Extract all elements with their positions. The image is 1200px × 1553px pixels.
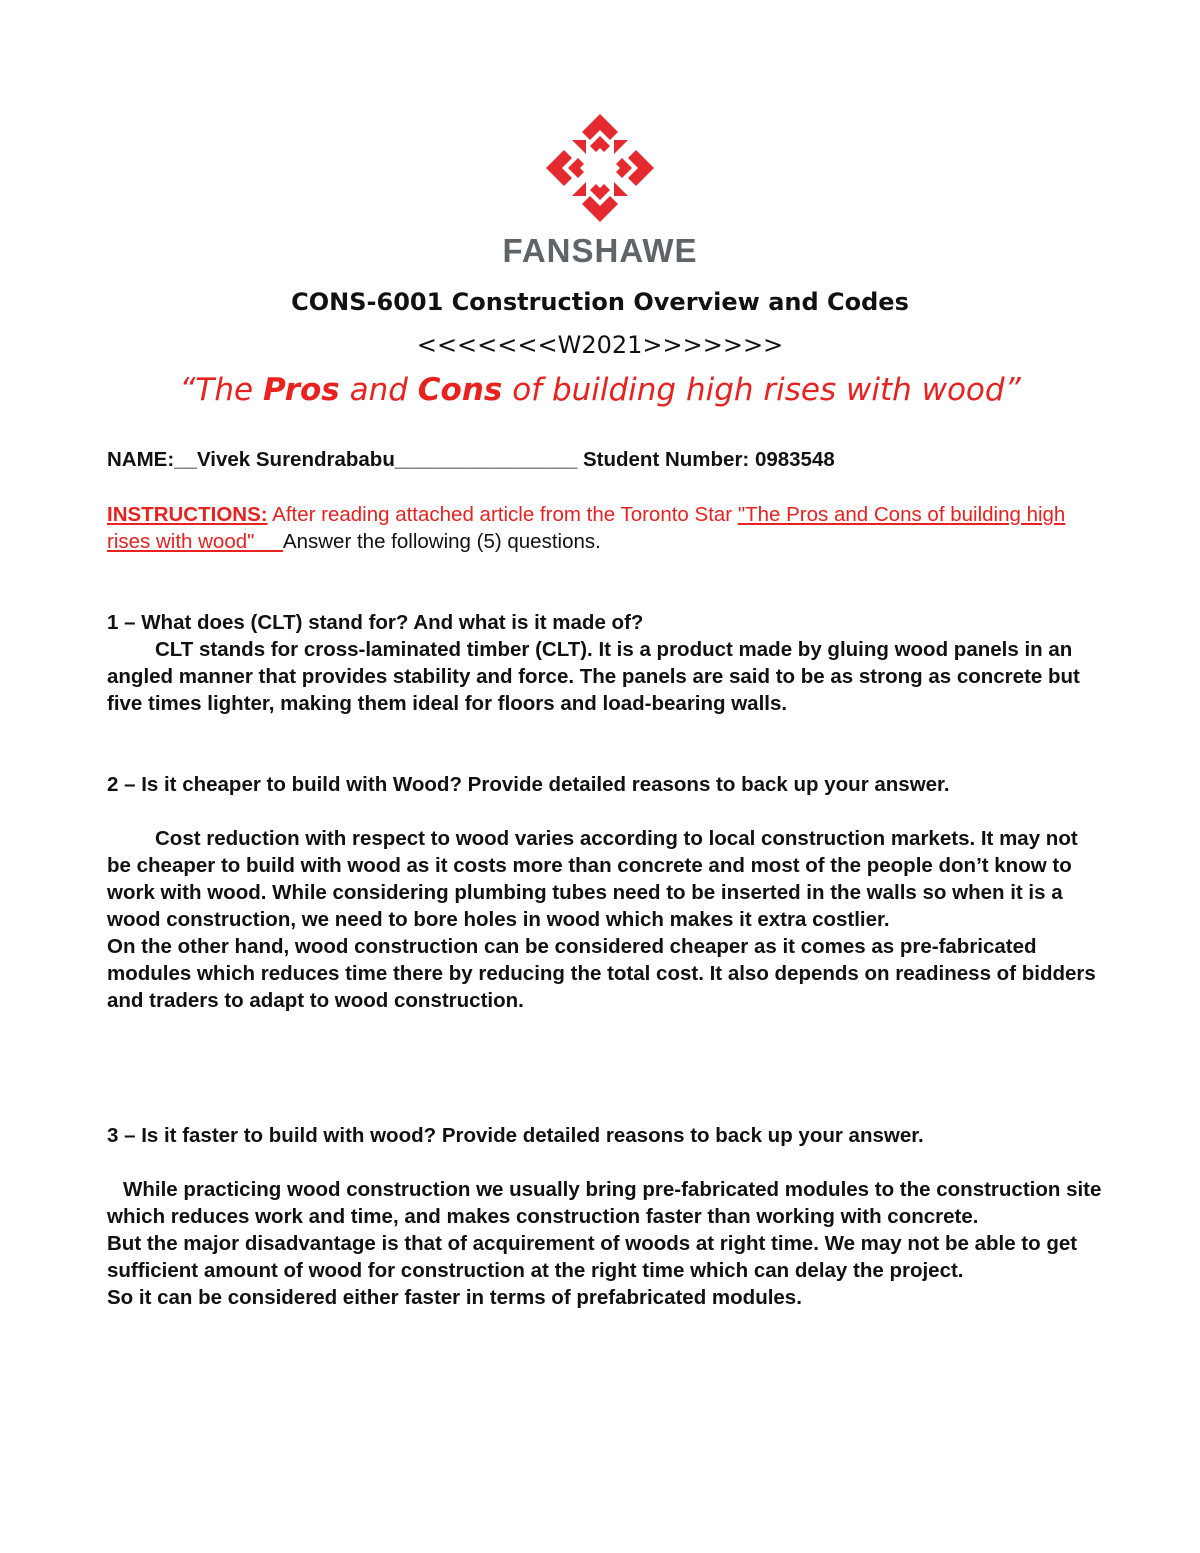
answer-paragraph: So it can be considered either faster in terms of prefabricated modules. [107,1286,802,1309]
answer-paragraph: Cost reduction with respect to wood varies according to local construction markets. It may not be cheaper to build with wood as it costs more than concrete and most of the people don’t know to work with wood. While considering plumbing tubes need to be inserted in the walls so when it is a wood construction, we need to bore holes in wood which makes it extra costlier. [107,827,1078,931]
answer-paragraph: CLT stands for cross-laminated timber (CLT). It is a product made by gluing wood panels in an angled manner that provides stability and force. The panels are said to be as strong as concrete but five times lighter, making them ideal for floors and load-bearing walls. [107,638,1080,715]
question-2 [107,771,1102,1014]
fanshawe-logo-icon [538,106,662,230]
term-label: <<<<<<<W2021>>>>>>> [416,331,784,359]
instructions: INSTRUCTIONS: After reading attached article from the Toronto Star "The Pros and Cons of building high rises with wood" __Answer the following (5) questions. [107,503,1066,553]
assignment-title: “The Pros and Cons of building high rises with wood” [179,372,1021,408]
name-label: NAME: [107,448,175,471]
student-number: Student Number: 0983548 [577,448,835,471]
answer-paragraph: On the other hand, wood construction can be considered cheaper as it comes as pre-fabricated modules which reduces time there by reducing the total cost. It also depends on readiness of bidders and traders to adapt to wood construction. [107,935,1096,1012]
question-text: 1 – What does (CLT) stand for? And what is it made of? [107,611,644,634]
student-info [107,446,1102,473]
brand-wordmark: FANSHAWE [502,232,698,269]
student-name: __Vivek Surendrababu________________ [174,448,578,471]
question-1 [107,609,1102,717]
article-link[interactable]: "The Pros and Cons of building high rises with wood" [107,503,1066,553]
question-text: 3 – Is it faster to build with wood? Provide detailed reasons to back up your answer. [107,1124,924,1147]
question-text: 2 – Is it cheaper to build with Wood? Provide detailed reasons to back up your answer. [107,773,950,796]
answer-paragraph: But the major disadvantage is that of acquirement of woods at right time. We may not be able to get sufficient amount of wood for construction at the right time which can delay the project. [107,1232,1078,1282]
answer-paragraph: While practicing wood construction we usually bring pre-fabricated modules to the construction site which reduces work and time, and makes construction faster than working with concrete. [107,1178,1102,1228]
course-title: CONS-6001 Construction Overview and Codes [291,288,909,316]
question-3 [107,1122,1102,1311]
instructions-label: INSTRUCTIONS: [107,503,268,526]
